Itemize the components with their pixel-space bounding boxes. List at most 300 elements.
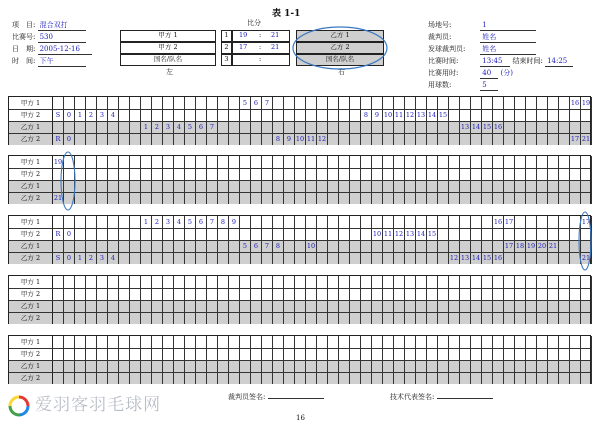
grid-cell xyxy=(317,216,328,228)
grid-cell xyxy=(163,228,174,240)
grid-cells xyxy=(53,168,590,180)
grid-cell xyxy=(75,97,86,109)
grid-cell xyxy=(240,168,251,180)
grid-cell: 12 xyxy=(449,254,459,262)
grid-cell xyxy=(405,312,416,324)
grid-cell xyxy=(339,180,350,192)
grid-cell xyxy=(581,288,592,300)
grid-cell xyxy=(328,360,339,372)
grid-cell xyxy=(229,372,240,384)
grid-cell xyxy=(493,312,504,324)
grid-cell xyxy=(108,336,119,348)
grid-cell xyxy=(405,216,416,228)
grid-cell xyxy=(218,336,229,348)
grid-cell xyxy=(559,168,570,180)
field-event-label: 项 目: xyxy=(12,21,36,29)
grid-cell xyxy=(394,288,405,300)
grid-cell xyxy=(317,156,328,168)
referee-signature xyxy=(228,392,324,402)
grid-cell xyxy=(75,312,86,324)
field-duration-value: 40 xyxy=(480,69,498,79)
grid-cell xyxy=(405,336,416,348)
grid-cell xyxy=(537,168,548,180)
grid-divider xyxy=(9,252,590,253)
grid-cell: 6 xyxy=(196,216,207,228)
grid-cell xyxy=(152,109,163,121)
grid-cell xyxy=(405,300,416,312)
grid-cell xyxy=(471,336,482,348)
grid-cell: 13 xyxy=(416,111,426,119)
grid-cell xyxy=(471,300,482,312)
grid-cell xyxy=(163,192,174,204)
grid-cell xyxy=(273,372,284,384)
grid-cell: 21 xyxy=(53,194,63,202)
grid-cell xyxy=(548,360,559,372)
grid-cell xyxy=(174,97,185,109)
grid-cell xyxy=(108,192,119,204)
grid-cell xyxy=(482,348,493,360)
grid-cell xyxy=(460,133,471,145)
field-shuttles-label: 用球数: xyxy=(428,81,452,89)
grid-cell xyxy=(185,133,196,145)
grid-cell xyxy=(328,168,339,180)
grid-cell: 15 xyxy=(482,123,492,131)
grid-cell xyxy=(295,228,306,240)
grid-cell xyxy=(174,228,185,240)
grid-cell xyxy=(240,109,251,121)
field-event xyxy=(12,21,86,31)
grid-cell xyxy=(207,109,218,121)
grid-cell xyxy=(306,168,317,180)
grid-cell xyxy=(559,276,570,288)
grid-cell xyxy=(493,228,504,240)
grid-cell xyxy=(262,300,273,312)
grid-cell xyxy=(482,180,493,192)
grid-cell xyxy=(372,168,383,180)
grid-cell xyxy=(284,240,295,252)
grid-cell xyxy=(416,312,427,324)
grid-cell xyxy=(53,276,64,288)
grid-cell: 0 xyxy=(64,252,75,264)
grid-cell xyxy=(273,360,284,372)
grid-cell xyxy=(86,360,97,372)
grid-cell xyxy=(339,228,350,240)
grid-cells xyxy=(53,180,590,192)
grid-cell xyxy=(229,360,240,372)
grid-cell xyxy=(163,372,174,384)
grid-cell: 16 xyxy=(493,218,503,226)
grid-cell xyxy=(515,312,526,324)
grid-cell xyxy=(317,276,328,288)
grid-row xyxy=(9,228,590,240)
grid-cell xyxy=(515,348,526,360)
grid-cell xyxy=(328,312,339,324)
grid-cell xyxy=(482,228,493,240)
grid-cell xyxy=(372,97,383,109)
grid-cell xyxy=(361,372,372,384)
grid-cell xyxy=(394,216,405,228)
grid-cells xyxy=(53,252,590,264)
grid-cell xyxy=(383,312,394,324)
grid-cell xyxy=(383,121,394,133)
grid-cell xyxy=(405,288,416,300)
grid-cell xyxy=(262,336,273,348)
grid-cell xyxy=(460,97,471,109)
grid-cell xyxy=(427,300,438,312)
grid-cell xyxy=(394,252,405,264)
grid-cell xyxy=(449,348,460,360)
game-1-score-sep: : xyxy=(259,31,262,39)
grid-cell xyxy=(361,276,372,288)
grid-cell xyxy=(174,360,185,372)
grid-cell xyxy=(218,133,229,145)
grid-cell xyxy=(504,360,515,372)
grid-cell xyxy=(350,180,361,192)
grid-cell xyxy=(251,312,262,324)
grid-cell xyxy=(537,300,548,312)
grid-cell: 13 xyxy=(405,230,415,238)
grid-cell xyxy=(251,300,262,312)
grid-cell xyxy=(570,336,581,348)
grid-cell xyxy=(185,192,196,204)
grid-cell xyxy=(559,192,570,204)
grid-cell xyxy=(372,372,383,384)
grid-cell xyxy=(207,156,218,168)
grid-cell xyxy=(427,372,438,384)
grid-cells xyxy=(53,121,590,133)
grid-cell xyxy=(196,180,207,192)
grid-cell xyxy=(328,133,339,145)
grid-cell xyxy=(548,300,559,312)
grid-cell xyxy=(471,228,482,240)
grid-cell xyxy=(548,97,559,109)
grid-row-label: 甲方 1 xyxy=(9,276,53,288)
grid-cell: 12 xyxy=(317,135,327,143)
grid-cell xyxy=(515,360,526,372)
grid-cell xyxy=(262,216,273,228)
grid-cell: 8 xyxy=(218,216,229,228)
grid-cell xyxy=(262,121,273,133)
grid-cell xyxy=(64,288,75,300)
grid-cell xyxy=(416,216,427,228)
grid-cell xyxy=(460,288,471,300)
grid-cell xyxy=(273,336,284,348)
grid-cell xyxy=(218,156,229,168)
grid-cell xyxy=(229,109,240,121)
grid-cell: 15 xyxy=(482,254,492,262)
grid-cell xyxy=(108,312,119,324)
grid-cell xyxy=(53,348,64,360)
grid-cell xyxy=(196,133,207,145)
grid-cell xyxy=(53,240,64,252)
right-team-name: 国名/队名 xyxy=(296,54,384,66)
grid-cell xyxy=(108,360,119,372)
grid-cell xyxy=(251,121,262,133)
grid-cell xyxy=(174,180,185,192)
grid-cell xyxy=(493,168,504,180)
grid-cell xyxy=(97,372,108,384)
grid-cell xyxy=(295,216,306,228)
grid-cell xyxy=(295,372,306,384)
grid-row xyxy=(9,216,590,228)
grid-cell xyxy=(119,192,130,204)
grid-cell xyxy=(196,97,207,109)
grid-cell xyxy=(449,121,460,133)
grid-cell xyxy=(163,312,174,324)
grid-cell xyxy=(570,312,581,324)
grid-cell xyxy=(559,300,570,312)
grid-cell: 1 xyxy=(141,216,152,228)
grid-cell xyxy=(218,348,229,360)
grid-cell xyxy=(559,109,570,121)
grid-cell xyxy=(493,192,504,204)
grid-cell xyxy=(504,228,515,240)
grid-cell: 9 xyxy=(229,216,240,228)
grid-cell xyxy=(526,121,537,133)
grid-cell xyxy=(53,288,64,300)
grid-cell xyxy=(262,360,273,372)
grid-cell xyxy=(427,348,438,360)
grid-cell xyxy=(64,372,75,384)
grid-cell xyxy=(86,300,97,312)
grid-cell xyxy=(284,109,295,121)
grid-cell xyxy=(548,121,559,133)
grid-cell xyxy=(394,168,405,180)
grid-cell xyxy=(152,372,163,384)
grid-cell xyxy=(218,240,229,252)
grid-cell xyxy=(460,192,471,204)
grid-cell xyxy=(130,109,141,121)
grid-cell xyxy=(163,360,174,372)
grid-cell: 3 xyxy=(97,252,108,264)
grid-cell xyxy=(317,228,328,240)
grid-row xyxy=(9,192,590,204)
right-player-1: 乙方 1 xyxy=(296,30,384,42)
grid-cell xyxy=(174,156,185,168)
field-court xyxy=(428,21,536,31)
grid-cell xyxy=(108,121,119,133)
grid-cell xyxy=(394,372,405,384)
grid-cell xyxy=(119,372,130,384)
grid-cell: 15 xyxy=(427,230,437,238)
grid-cell xyxy=(350,228,361,240)
grid-cell xyxy=(405,180,416,192)
grid-cell xyxy=(350,97,361,109)
grid-cell xyxy=(174,192,185,204)
grid-row-label: 乙方 1 xyxy=(9,300,53,312)
grid-cell xyxy=(394,348,405,360)
grid-cell xyxy=(273,192,284,204)
grid-cell xyxy=(86,168,97,180)
grid-cell xyxy=(350,336,361,348)
grid-cell xyxy=(372,288,383,300)
grid-cell xyxy=(317,336,328,348)
grid-row-label: 甲方 1 xyxy=(9,156,53,168)
grid-cell xyxy=(361,228,372,240)
grid-cell xyxy=(383,97,394,109)
grid-cell xyxy=(218,168,229,180)
grid-cell: 17 xyxy=(570,135,580,143)
grid-cell xyxy=(97,216,108,228)
grid-cell xyxy=(163,180,174,192)
grid-cell xyxy=(559,97,570,109)
grid-cell xyxy=(174,109,185,121)
grid-cell xyxy=(152,168,163,180)
grid-cell xyxy=(471,360,482,372)
grid-cell xyxy=(372,348,383,360)
grid-cells xyxy=(53,133,590,145)
grid-cell xyxy=(152,97,163,109)
grid-cell xyxy=(317,168,328,180)
grid-cell: 9 xyxy=(372,109,383,121)
grid-cell xyxy=(460,216,471,228)
grid-cell xyxy=(526,360,537,372)
grid-cell: S xyxy=(53,109,64,121)
grid-cell xyxy=(372,252,383,264)
grid-cell xyxy=(97,336,108,348)
grid-cell xyxy=(75,133,86,145)
grid-cell xyxy=(152,133,163,145)
grid-cell xyxy=(64,336,75,348)
grid-cell: 6 xyxy=(196,121,207,133)
grid-cell xyxy=(130,288,141,300)
grid-cell xyxy=(493,97,504,109)
grid-cell xyxy=(295,348,306,360)
field-date-value: 2005-12-16 xyxy=(38,45,92,55)
grid-cell xyxy=(482,192,493,204)
grid-cell xyxy=(559,240,570,252)
grid-cell xyxy=(372,300,383,312)
grid-cell xyxy=(207,133,218,145)
grid-cell xyxy=(97,288,108,300)
grid-cell xyxy=(570,121,581,133)
grid-cell xyxy=(218,121,229,133)
grid-cell xyxy=(416,360,427,372)
grid-cell xyxy=(460,276,471,288)
grid-cell xyxy=(163,276,174,288)
grid-cell xyxy=(284,360,295,372)
grid-cell xyxy=(53,360,64,372)
grid-cell xyxy=(581,312,592,324)
grid-cell xyxy=(97,192,108,204)
grid-cell xyxy=(504,348,515,360)
tech-signature-label: 技术代表签名: xyxy=(390,393,435,401)
grid-cell xyxy=(185,252,196,264)
grid-cell xyxy=(130,156,141,168)
grid-cell xyxy=(218,288,229,300)
grid-cell xyxy=(240,252,251,264)
grid-cell xyxy=(163,109,174,121)
grid-cell xyxy=(86,336,97,348)
grid-cell xyxy=(53,300,64,312)
grid-cell xyxy=(526,97,537,109)
grid-cell xyxy=(460,372,471,384)
grid-cell xyxy=(537,336,548,348)
grid-cell xyxy=(295,276,306,288)
grid-cell: 3 xyxy=(163,121,174,133)
grid-cell xyxy=(218,228,229,240)
grid-cell xyxy=(350,121,361,133)
game-3-score xyxy=(232,54,290,66)
grid-cell xyxy=(284,336,295,348)
grid-cell xyxy=(240,216,251,228)
grid-cell xyxy=(570,288,581,300)
grid-cell xyxy=(372,192,383,204)
grid-cell xyxy=(548,312,559,324)
grid-cell xyxy=(218,360,229,372)
grid-cell xyxy=(471,312,482,324)
grid-cell xyxy=(328,192,339,204)
grid-cell xyxy=(306,300,317,312)
grid-cells xyxy=(53,156,590,168)
grid-cell xyxy=(196,240,207,252)
grid-cell xyxy=(130,228,141,240)
grid-cell xyxy=(559,180,570,192)
field-court-label: 场地号: xyxy=(428,21,452,29)
grid-cell: 2 xyxy=(86,252,97,264)
grid-cells xyxy=(53,240,590,252)
grid-cell xyxy=(405,97,416,109)
grid-cell xyxy=(273,288,284,300)
grid-cell xyxy=(295,360,306,372)
grid-cell xyxy=(493,360,504,372)
grid-cell xyxy=(130,312,141,324)
grid-cell xyxy=(339,336,350,348)
grid-cell xyxy=(86,133,97,145)
grid-cell xyxy=(350,156,361,168)
grid-cell xyxy=(108,133,119,145)
grid-cell xyxy=(108,348,119,360)
grid-cell xyxy=(163,348,174,360)
grid-cell xyxy=(438,360,449,372)
grid-cell xyxy=(405,240,416,252)
grid-cell xyxy=(383,156,394,168)
grid-cell xyxy=(119,97,130,109)
left-player-1: 甲方 1 xyxy=(120,30,216,42)
grid-cell xyxy=(570,372,581,384)
grid-cell xyxy=(493,372,504,384)
grid-cell xyxy=(383,216,394,228)
grid-cell xyxy=(449,109,460,121)
grid-cell xyxy=(306,360,317,372)
game-2-score-sep: : xyxy=(259,43,262,51)
grid-cell xyxy=(372,360,383,372)
grid-row-label: 乙方 2 xyxy=(9,192,53,204)
grid-cell xyxy=(196,276,207,288)
grid-cell xyxy=(581,168,592,180)
grid-cell xyxy=(207,97,218,109)
grid-cell xyxy=(108,180,119,192)
grid-row-label: 乙方 1 xyxy=(9,240,53,252)
grid-cell xyxy=(361,216,372,228)
grid-cell xyxy=(317,97,328,109)
grid-cell xyxy=(306,97,317,109)
grid-cell xyxy=(163,133,174,145)
grid-cell xyxy=(350,192,361,204)
grid-cell xyxy=(526,348,537,360)
grid-cell xyxy=(207,168,218,180)
grid-cell xyxy=(581,276,592,288)
grid-cell xyxy=(53,121,64,133)
grid-cell xyxy=(152,360,163,372)
grid-cell xyxy=(460,336,471,348)
grid-cell xyxy=(559,216,570,228)
grid-cell xyxy=(504,252,515,264)
grid-cells xyxy=(53,348,590,360)
grid-cell xyxy=(97,240,108,252)
grid-cell xyxy=(174,276,185,288)
grid-cell xyxy=(185,156,196,168)
